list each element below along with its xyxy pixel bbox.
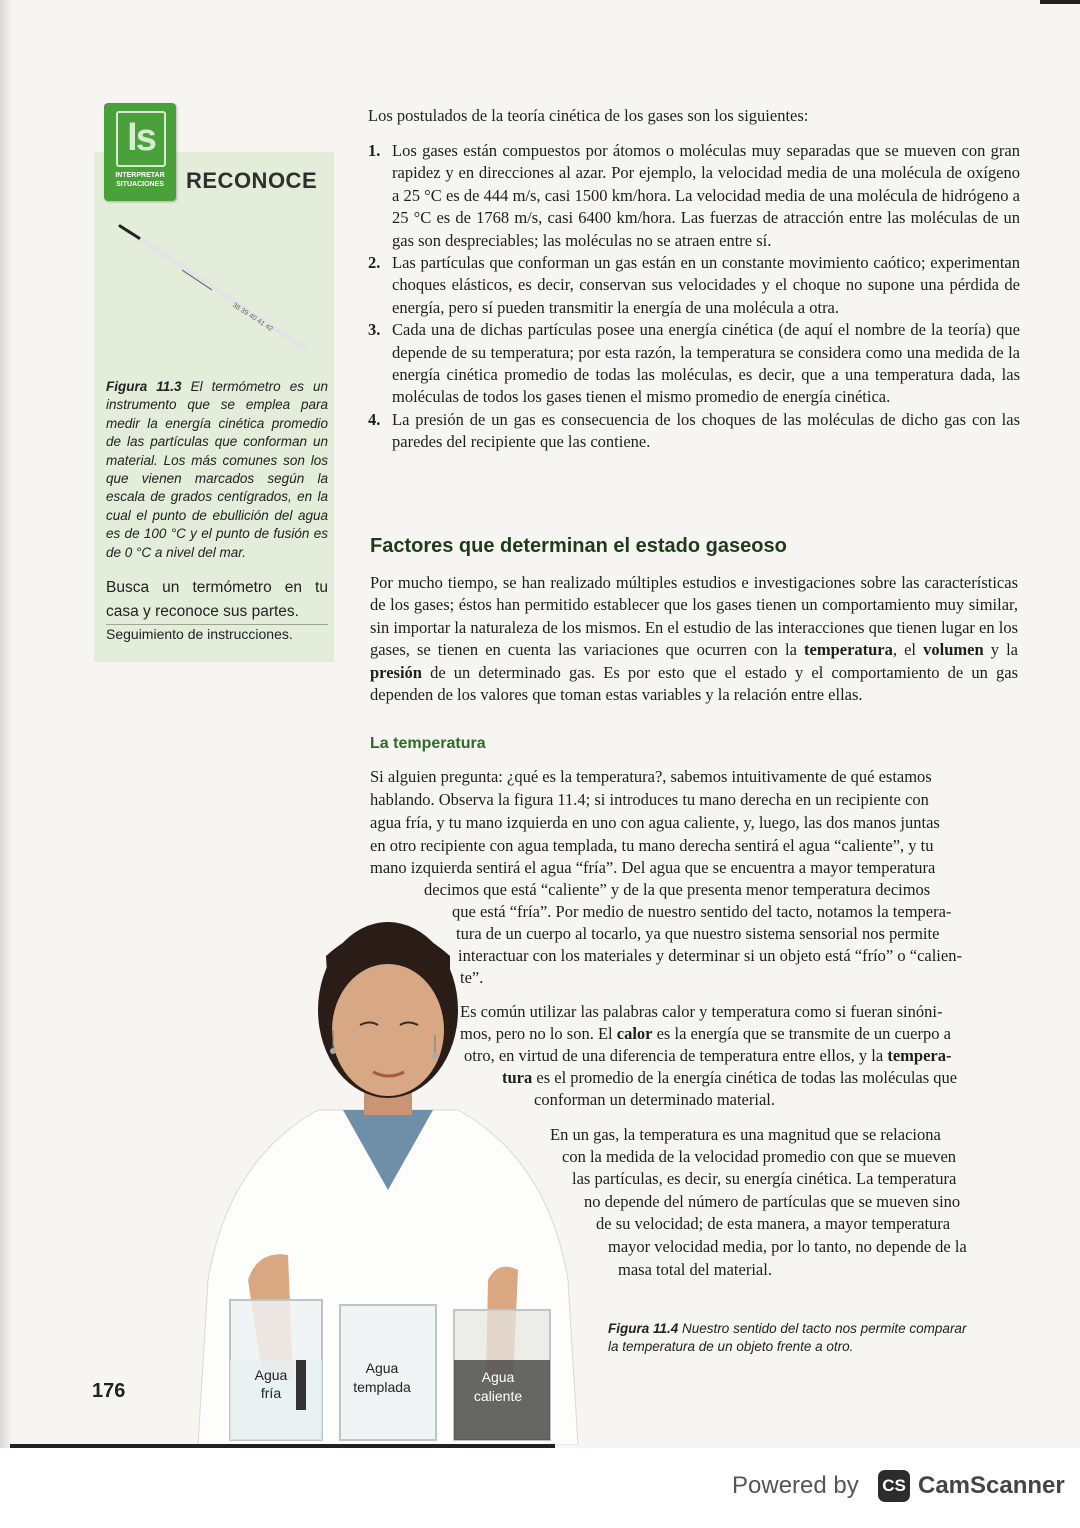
divider [106,624,328,625]
text-line: decimos que está “caliente” y de la que presenta menor temperatura decimos [424,880,931,899]
thermometer-image [112,218,322,358]
beaker-label-caliente-1: Agua [481,1369,515,1385]
text-line: mano izquierda sentirá el agua “fría”. Del agua que se encuentra a mayor temperatura [370,858,936,877]
postulate-item: 2. Las partículas que conforman un gas están en un constante movimiento caótico; experimentan choques elásticos, es decir, conservan sus velocidades y el choque no supone una pérdida de energía, pero sí pueden transmitir la energía de una molécula a otra. [368,253,1020,317]
subsection-title: La temperatura [370,735,486,752]
camscanner-brand: CamScanner [918,1472,1065,1499]
text-line: mos, pero no lo son. El calor es la energía que se transmite de un cuerpo a [460,1024,951,1043]
section-title: Factores que determinan el estado gaseoso [370,535,787,557]
postulates-list [368,140,1020,454]
figure-11-4-caption: Figura 11.4 Nuestro sentido del tacto nos permite comparar la temperatura de un objeto frente a otro. [608,1321,967,1354]
badge-label: INTERPRETAR SITUACIONES [115,172,165,188]
student-beakers-photo [168,860,608,1445]
beaker-label-templada-2: templada [353,1379,411,1395]
text-line: masa total del material. [618,1260,772,1279]
text-line: de su velocidad; de esta manera, a mayor temperatura [596,1214,951,1233]
text-line: otro, en virtud de una diferencia de temperatura entre ellos, y la tempera- [464,1046,952,1065]
postulate-item: 1. Los gases están compuestos por átomos o moléculas muy separadas que se mueven con gran rapidez y en direcciones al azar. Por ejemplo, la velocidad media de una molécula de oxígeno a 25 °C es de 444 m/s, casi 1500 km/hora. La velocidad media de una molécula de hidrógeno a 25 °C es de 1768 m/s, casi 6400 km/hora. Las fuerzas de atracción entre las moléculas de un gas son despreciables; las moléculas no se atraen entre sí. [368,141,1020,250]
powered-by-text: Powered by [732,1472,859,1499]
text-line: Es común utilizar las palabras calor y temperatura como si fueran sinóni- [460,1002,943,1021]
postulates-intro: Los postulados de la teoría cinética de los gases son los siguientes: [368,106,809,125]
figure-11-3-caption: Figura 11.3 El termómetro es un instrumento que se emplea para medir la energía cinética promedio de las partículas que conforman un material. Los más comunes son los que vienen marcados según la escala de grados centígrados, en la cual el punto de ebullición del agua es de 100 °C y el punto de fusión es de 0 °C a nivel del mar. [106,379,328,560]
text-line: mayor velocidad media, por lo tanto, no depende de la [608,1237,967,1256]
thermometer-scale: 38 39 40 41 42 [230,301,274,334]
skill-label: Seguimiento de instrucciones. [106,626,293,642]
text-line: en otro recipiente con agua templada, tu mano derecha sentirá el agua “caliente”, y tu [370,836,934,855]
text-line: agua fría, y tu mano izquierda en uno con agua caliente, y, luego, las dos manos juntas [370,813,940,832]
text-line: interactuar con los materiales y determinar si un objeto está “frío” o “calien- [458,946,962,965]
beaker-label-fria-2: fría [260,1385,282,1401]
text-line: tura de un cuerpo al tocarlo, ya que nuestro sistema sensorial nos permite [456,924,940,943]
corner-mark [1040,0,1080,4]
sidebar-heading: RECONOCE [186,168,318,193]
page-number: 176 [92,1380,126,1402]
text-line: no depende del número de partículas que se mueven sino [584,1192,961,1211]
text-line: con la medida de la velocidad promedio con que se mueven [562,1147,957,1166]
activity-text: Busca un termómetro en tu casa y reconoce sus partes. [106,579,328,620]
beaker-label-fria-1: Agua [254,1367,288,1383]
page-edge-shadow [0,0,12,1448]
text-line: hablando. Observa la figura 11.4; si introduces tu mano derecha en un recipiente con [370,790,929,809]
text-line: En un gas, la temperatura es una magnitud que se relaciona [550,1125,941,1144]
text-line: tura es el promedio de la energía cinética de todas las moléculas que [502,1068,958,1087]
interpretar-situaciones-badge [104,103,176,201]
text-line: Si alguien pregunta: ¿qué es la temperatura?, sabemos intuitivamente de qué estamos [370,767,932,786]
text-line: que está “fría”. Por medio de nuestro sentido del tacto, notamos la tempera- [452,902,952,921]
text-line: conforman un determinado material. [534,1090,775,1109]
beaker-label-caliente-2: caliente [473,1388,523,1404]
postulate-item: 3. Cada una de dichas partículas posee una energía cinética (de aquí el nombre de la teoría) que depende de su temperatura; por esta razón, la temperatura se considera como una medida de la energía cinética promedio de todas las moléculas, es decir, que a una temperatura dada, las moléculas de todos los gases tienen el mismo promedio de energía cinética. [368,320,1020,407]
section-paragraph: Por mucho tiempo, se han realizado múltiples estudios e investigaciones sobre las características de los gases; éstos han permitido establecer que los gases tienen un comportamiento muy similar, sin importar la naturaleza de los mismos. En el estudio de las interacciones que tienen lugar en los gases, se tienen en cuenta las variaciones que ocurren con la temperatura, el volumen y la presión de un determinado gas. Es por esto que el estado y el comportamiento de un gas dependen de los valores que toman estas variables y la relación entre ellas. [370,573,1018,705]
badge-glyph: ls [116,111,166,167]
text-line: te”. [460,968,484,987]
postulate-item: 4. La presión de un gas es consecuencia de los choques de las moléculas de dicho gas con las paredes del recipiente que las contiene. [368,409,1020,452]
beaker-label-templada-1: Agua [365,1360,399,1376]
camscanner-logo-icon: CS [878,1470,910,1502]
text-line: las partículas, es decir, su energía cinética. La temperatura [572,1169,957,1188]
